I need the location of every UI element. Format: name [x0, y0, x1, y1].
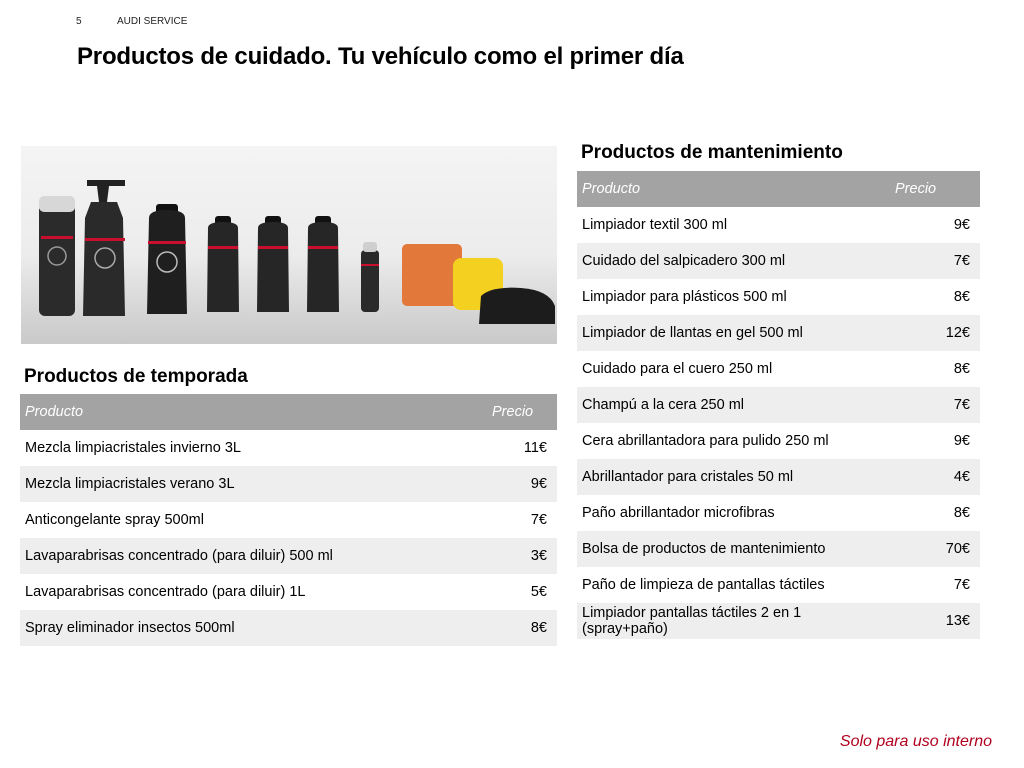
table-row [20, 610, 557, 646]
table-row [20, 466, 557, 502]
product-name: Paño abrillantador microfibras [577, 495, 871, 531]
product-name: Lavaparabrisas concentrado (para diluir) 500 ml [20, 538, 488, 574]
product-name: Mezcla limpiacristales invierno 3L [20, 430, 488, 466]
product-name: Mezcla limpiacristales verano 3L [20, 466, 488, 502]
page-number: 5 [76, 16, 82, 27]
seasonal-section-title: Productos de temporada [24, 366, 248, 387]
table-header-row [20, 394, 557, 430]
product-price: 8€ [871, 495, 980, 531]
spray-can-illustration [39, 196, 75, 316]
product-price: 5€ [488, 574, 557, 610]
product-name: Cera abrillantadora para pulido 250 ml [577, 423, 871, 459]
table-row [577, 567, 980, 603]
maintenance-products-table [577, 171, 980, 639]
product-name: Paño de limpieza de pantallas táctiles [577, 567, 871, 603]
large-bottle-illustration [147, 204, 187, 314]
product-name: Champú a la cera 250 ml [577, 387, 871, 423]
table-row [577, 531, 980, 567]
table-row [577, 243, 980, 279]
product-price: 13€ [871, 603, 980, 639]
brand-label: AUDI SERVICE [117, 16, 188, 27]
table-row [577, 495, 980, 531]
column-header-product: Producto [20, 394, 488, 430]
product-price: 8€ [488, 610, 557, 646]
column-header-price: Precio [871, 171, 980, 207]
product-name: Anticongelante spray 500ml [20, 502, 488, 538]
product-name: Limpiador de llantas en gel 500 ml [577, 315, 871, 351]
table-row [577, 207, 980, 243]
product-price: 11€ [488, 430, 557, 466]
product-name: Limpiador para plásticos 500 ml [577, 279, 871, 315]
medium-bottles-illustration [207, 216, 339, 312]
table-row [577, 387, 980, 423]
small-bottle-illustration [361, 242, 379, 312]
product-price: 9€ [871, 423, 980, 459]
product-price: 8€ [871, 279, 980, 315]
spray-bottle-illustration [83, 180, 125, 316]
table-row [577, 315, 980, 351]
table-row [577, 459, 980, 495]
product-price: 7€ [871, 243, 980, 279]
product-name: Cuidado del salpicadero 300 ml [577, 243, 871, 279]
product-price: 3€ [488, 538, 557, 574]
table-row [20, 430, 557, 466]
table-row [577, 279, 980, 315]
product-price: 7€ [871, 567, 980, 603]
product-price: 7€ [871, 387, 980, 423]
product-price: 4€ [871, 459, 980, 495]
product-name: Spray eliminador insectos 500ml [20, 610, 488, 646]
product-name: Lavaparabrisas concentrado (para diluir) 1L [20, 574, 488, 610]
product-price: 12€ [871, 315, 980, 351]
product-price: 9€ [488, 466, 557, 502]
product-name: Bolsa de productos de mantenimiento [577, 531, 871, 567]
table-row [20, 502, 557, 538]
product-price: 7€ [488, 502, 557, 538]
product-name: Limpiador textil 300 ml [577, 207, 871, 243]
products-illustration [21, 146, 557, 344]
product-price: 8€ [871, 351, 980, 387]
product-price: 70€ [871, 531, 980, 567]
table-row [20, 574, 557, 610]
product-name: Abrillantador para cristales 50 ml [577, 459, 871, 495]
maintenance-section-title: Productos de mantenimiento [581, 142, 843, 163]
internal-use-notice: Solo para uso interno [839, 733, 992, 750]
products-photo [21, 146, 557, 344]
product-price: 9€ [871, 207, 980, 243]
table-row [577, 603, 980, 639]
table-row [20, 538, 557, 574]
product-name: Cuidado para el cuero 250 ml [577, 351, 871, 387]
column-header-price: Precio [488, 394, 557, 430]
table-row [577, 423, 980, 459]
seasonal-products-table [20, 394, 557, 646]
page-title: Productos de cuidado. Tu vehículo como el primer día [77, 43, 684, 70]
product-name: Limpiador pantallas táctiles 2 en 1 (spray+paño) [577, 603, 871, 639]
table-header-row [577, 171, 980, 207]
table-row [577, 351, 980, 387]
column-header-product: Producto [577, 171, 871, 207]
towel-illustration [479, 288, 555, 324]
